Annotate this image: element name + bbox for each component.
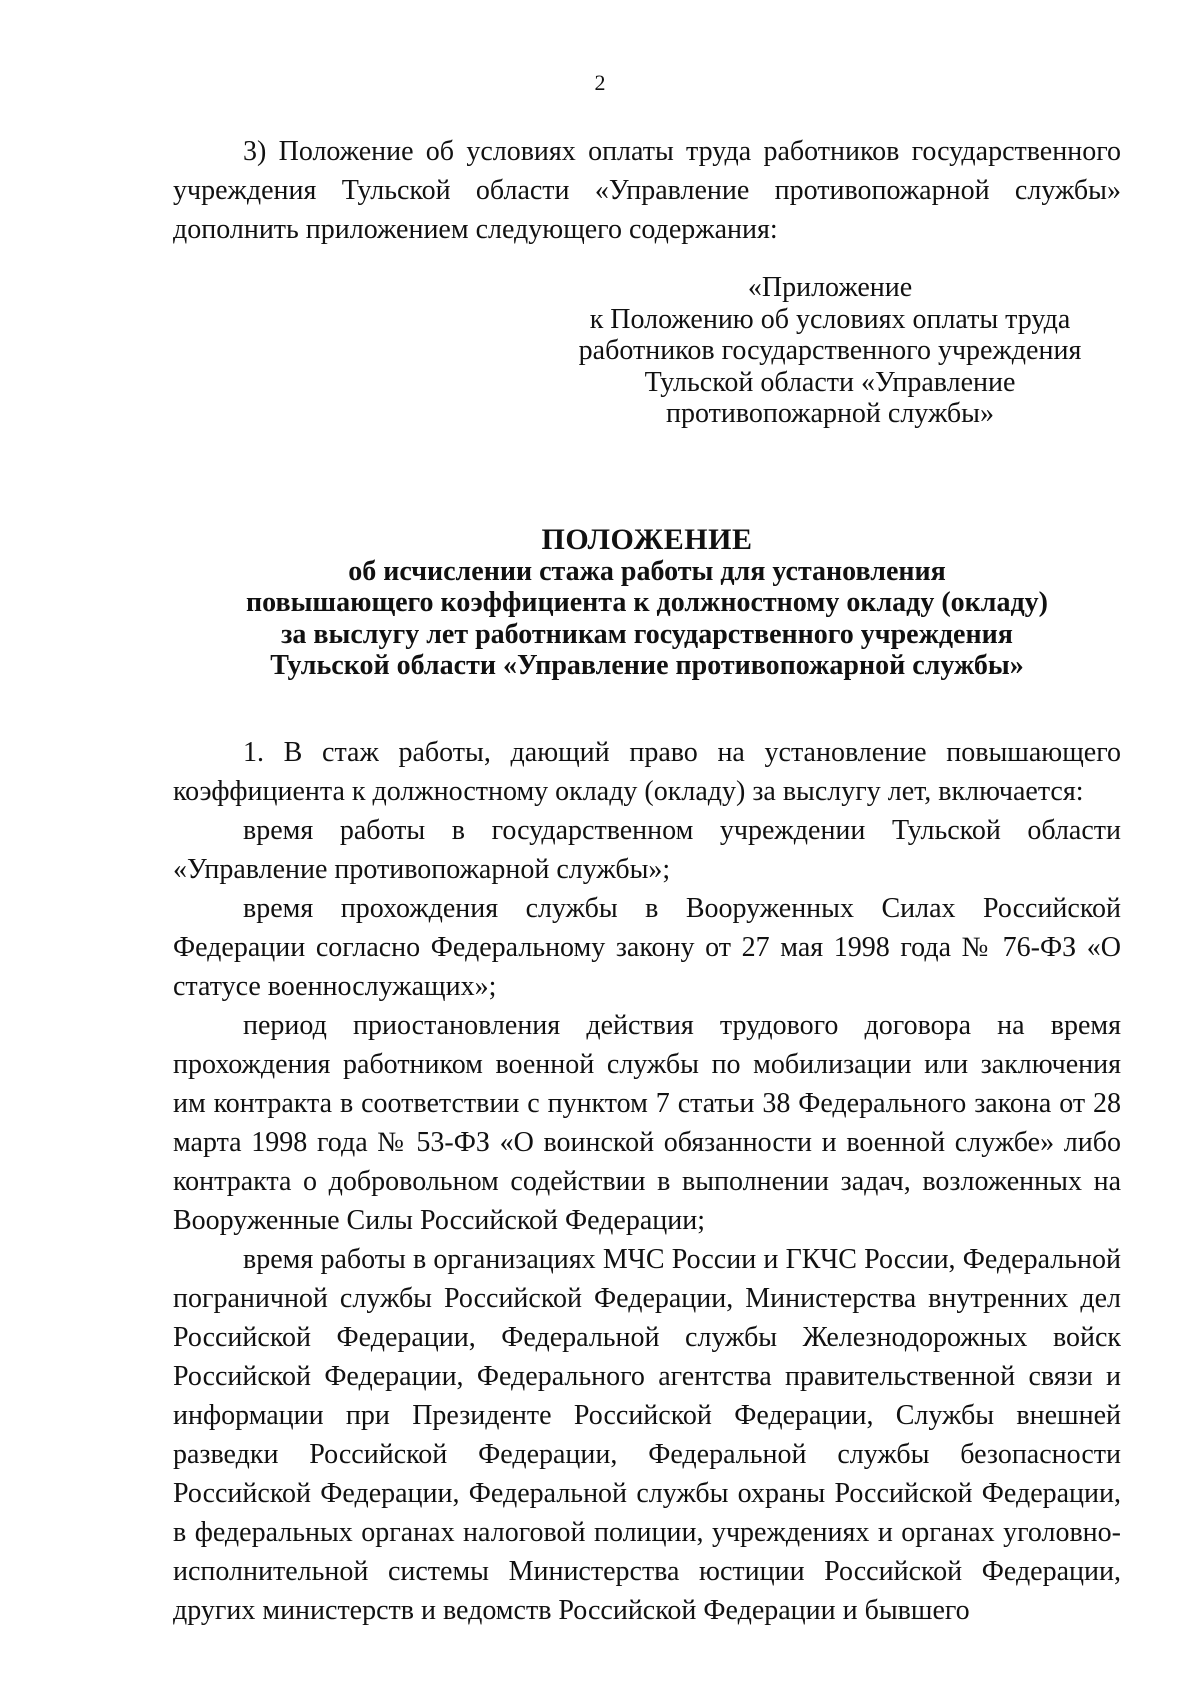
body-paragraph: период приостановления действия трудового договора на время прохождения работником военной службы по мобилизации или заключения им контракта в соответствии с пунктом 7 статьи 38 Федерального закона от 28 марта 1998 года № 53-ФЗ «О воинской обязанности и военной службе» либо контракта о добровольном содействии в выполнении задач, возложенных на Вооруженные Силы Российской Федерации;	[173, 1010, 1121, 1236]
title-main: ПОЛОЖЕНИЕ	[541, 523, 753, 556]
intro-paragraph: 3) Положение об условиях оплаты труда работников государственного учреждения Тульской области «Управление противопожарной службы» дополнить приложением следующего содержания:	[173, 136, 1121, 245]
annex-caption	[560, 272, 1100, 430]
title-line: Тульской области «Управление противопожарной службы»	[270, 650, 1024, 681]
annex-line: работников государственного учреждения	[578, 335, 1082, 366]
body-paragraph: время работы в государственном учреждении Тульской области «Управление противопожарной службы»;	[173, 815, 1121, 885]
page-number: 2	[594, 70, 606, 95]
body-paragraph: время прохождения службы в Вооруженных Силах Российской Федерации согласно Федеральному закону от 27 мая 1998 года № 76-ФЗ «О статусе военнослужащих»;	[173, 893, 1121, 1002]
annex-line: противопожарной службы»	[666, 398, 994, 429]
title-line: повышающего коэффициента к должностному окладу (окладу)	[246, 587, 1048, 618]
document-title	[173, 524, 1121, 682]
annex-line: к Положению об условиях оплаты труда	[589, 303, 1071, 335]
body-paragraph: 1. В стаж работы, дающий право на установление повышающего коэффициента к должностному окладу (окладу) за выслугу лет, включается:	[173, 737, 1121, 807]
intro-section	[173, 132, 1121, 249]
annex-line: «Приложение	[747, 272, 913, 303]
title-line: за выслугу лет работникам государственного учреждения	[281, 618, 1013, 650]
title-line: об исчислении стажа работы для установления	[348, 555, 946, 587]
annex-line: Тульской области «Управление	[644, 366, 1016, 398]
body-paragraph: время работы в организациях МЧС России и ГКЧС России, Федеральной пограничной службы Российской Федерации, Министерства внутренних дел Российской Федерации, Федеральной службы Железнодорожных войск Российской Федерации, Федерального агентства правительственной связи и информации при Президенте Российской Федерации, Службы внешней разведки Российской Федерации, Федеральной службы безопасности Российской Федерации, Федеральной службы охраны Российской Федерации, в федеральных органах налоговой полиции, учреждениях и органах уголовно-исполнительной системы Министерства юстиции Российской Федерации, других министерств и ведомств Российской Федерации и бывшего	[173, 1244, 1121, 1626]
body-section	[173, 733, 1121, 1630]
